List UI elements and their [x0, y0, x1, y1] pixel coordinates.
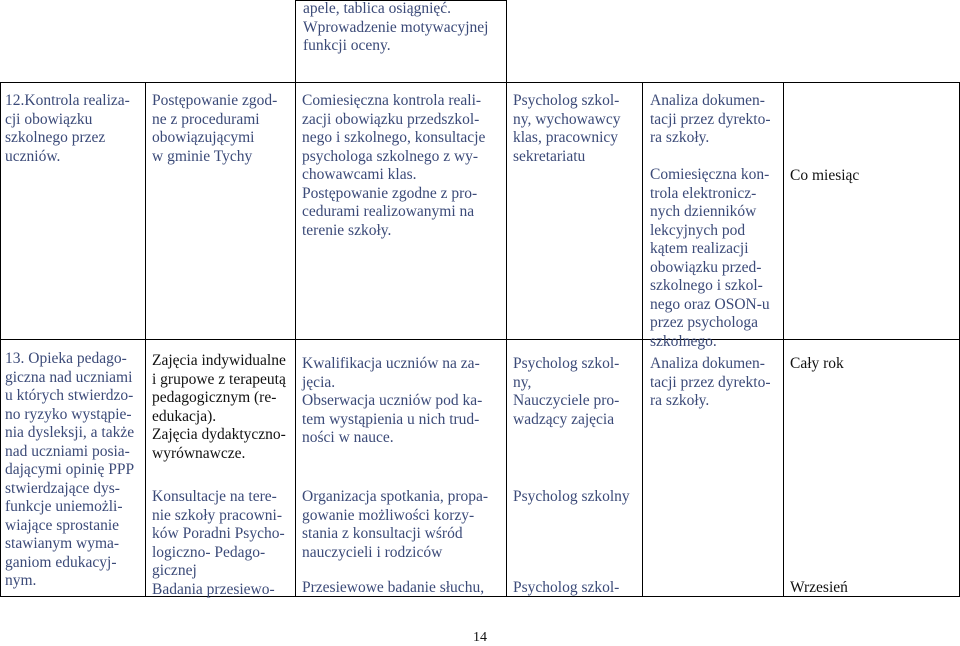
- evaluation-12-cell: Analiza dokumen- tacji przez dyrekto- ra szkoły. Comiesięczna kon- trola elektronicz- nych dzienników lekcyjnych pod kątem realizacji obowiązku przed- szkolnego i szkol- nego oraz OSON-u przez psychologa szkolnego.: [650, 92, 771, 350]
- form-13b-cell: Konsultacje na tere- nie szkoły pracowni- ków Poradni Psycho- logiczno- Pedago- gicznej Badania przesiewo-: [152, 488, 285, 598]
- term-13c-cell: Wrzesień: [790, 579, 848, 596]
- row0-method-cell: apele, tablica osiągnięć. Wprowadzenie motywacyjnej funkcji oceny.: [303, 0, 489, 54]
- method-12-cell: Comiesięczna kontrola reali- zacji obowiązku przedszkol- nego i szkolnego, konsultacje psychologa szkolnego z wy- chowawcami klas. Postępowanie zgodne z pro- cedurami realizowanymi na terenie szkoły.: [302, 92, 486, 239]
- column-divider: [295, 0, 296, 597]
- method-13b-cell: Organizacja spotkania, propa- gowanie możliwości korzy- stania z konsultacji wśród nauczycieli i rodziców: [302, 488, 489, 561]
- term-12-cell: Co miesiąc: [790, 167, 860, 184]
- page-number: 14: [473, 630, 487, 645]
- responsible-12-cell: Psycholog szkol- ny, wychowawcy klas, pracownicy sekretariatu: [513, 92, 621, 165]
- form-12-cell: Postępowanie zgod- ne z procedurami obowiązującymi w gminie Tychy: [152, 92, 278, 165]
- task-13-cell: 13. Opieka pedago- giczna nad uczniami u których stwierdzo- no ryzyko wystąpie- nia dysleksji, a także nad uczniami posia- dającymi opinię PPP stwierdzające dys- funkcje uniemożli- wiające sprostanie stawianym wyma- ganiom edukacyj- nym.: [5, 350, 135, 589]
- column-divider: [0, 82, 1, 597]
- form-13a-cell: Zajęcia indywidualne i grupowe z terapeutą pedagogicznym (re- edukacja). Zajęcia dydaktyczno- wyrównawcze.: [152, 352, 286, 462]
- column-divider: [145, 82, 146, 597]
- column-divider: [506, 0, 507, 597]
- responsible-13c-cell: Psycholog szkol-: [513, 579, 620, 596]
- column-divider: [783, 82, 784, 597]
- method-13a-cell: Kwalifikacja uczniów na za- jęcia. Obserwacja uczniów pod ka- tem wystąpienia u nich trud- ności w nauce.: [302, 355, 483, 446]
- responsible-13b-cell: Psycholog szkolny: [513, 488, 630, 505]
- column-divider: [642, 82, 643, 597]
- term-13a-cell: Cały rok: [790, 355, 844, 372]
- responsible-13a-cell: Psycholog szkol- ny, Nauczyciele pro- wadzący zajęcia: [513, 355, 620, 428]
- row-divider: [0, 82, 960, 83]
- method-13c-cell: Przesiewowe badanie słuchu,: [302, 579, 485, 596]
- task-12-cell: 12.Kontrola realiza- cji obowiązku szkolnego przez uczniów.: [5, 92, 130, 165]
- evaluation-13a-cell: Analiza dokumen- tacji przez dyrekto- ra szkoły.: [650, 355, 771, 409]
- row-divider: [0, 339, 960, 340]
